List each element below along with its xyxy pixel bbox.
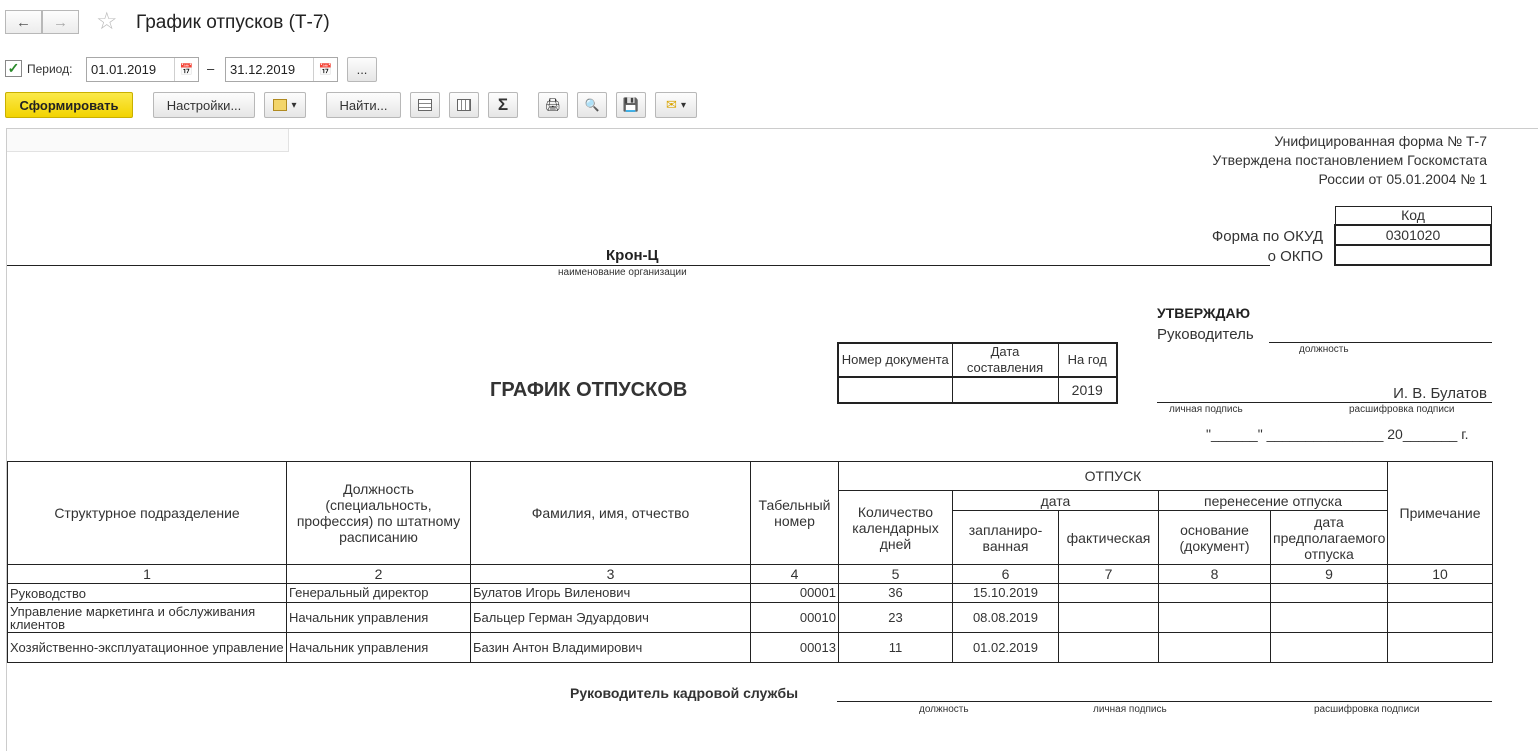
period-dash: – [207, 61, 215, 76]
header-vacation: ОТПУСК [839, 462, 1388, 491]
cell-name: Булатов Игорь Виленович [471, 584, 751, 603]
codes-table [1334, 206, 1492, 266]
cell-planned: 01.02.2019 [953, 633, 1059, 663]
cell-assumed [1271, 603, 1388, 633]
hr-position-caption: должность [919, 704, 969, 715]
okud-value: 0301020 [1335, 225, 1491, 245]
hr-head-label: Руководитель кадровой службы [570, 685, 799, 701]
cell-planned: 15.10.2019 [953, 584, 1059, 603]
selected-cell[interactable] [7, 129, 289, 152]
col-number: 4 [751, 565, 839, 584]
print-preview-button[interactable] [577, 92, 607, 118]
cell-position: Начальник управления [287, 603, 471, 633]
header-division: Структурное подразделение [8, 462, 287, 565]
check-icon: ✓ [7, 60, 20, 76]
generate-button[interactable]: Сформировать [5, 92, 133, 118]
cell-assumed [1271, 633, 1388, 663]
col-number: 2 [287, 565, 471, 584]
send-mail-dropdown-button[interactable] [655, 92, 697, 118]
day-blank: ______ [1210, 426, 1258, 442]
folder-icon [273, 99, 287, 111]
save-button[interactable] [616, 92, 646, 118]
header-position: Должность (специальность, профессия) по штатному расписанию [287, 462, 471, 565]
approve-sign-line [1157, 402, 1492, 403]
window-title: График отпусков (Т-7) [136, 12, 330, 33]
form-line-2: Утверждена постановлением Госкомстата [1212, 152, 1487, 168]
approve-head-label: Руководитель [1157, 326, 1254, 343]
save-icon: 💾 [622, 97, 640, 112]
cell-division: Руководство [8, 584, 287, 603]
date-from-field[interactable] [86, 57, 199, 82]
forward-button[interactable] [42, 10, 79, 34]
doc-title: ГРАФИК ОТПУСКОВ [490, 379, 688, 401]
doc-date-header: Дата составления [952, 343, 1058, 377]
col-number: 9 [1271, 565, 1388, 584]
okpo-label: о ОКПО [1267, 248, 1323, 265]
hr-decode-caption: расшифровка подписи [1314, 704, 1420, 715]
period-checkbox[interactable] [5, 60, 22, 77]
hr-sign-caption: личная подпись [1093, 704, 1167, 715]
doc-info-table [837, 342, 1118, 404]
favorite-star-icon[interactable]: ☆ [96, 8, 118, 35]
forward-arrow-icon: → [53, 13, 68, 31]
report-spreadsheet[interactable] [6, 128, 1538, 751]
form-line-1: Унифицированная форма № Т-7 [1274, 133, 1487, 149]
header-assumed-date: дата предполагаемого отпуска [1271, 511, 1388, 565]
date-quote-close: " [1257, 426, 1263, 442]
collapse-groups-icon [457, 99, 471, 111]
okpo-value [1335, 245, 1491, 265]
table-row[interactable] [8, 603, 1493, 633]
cell-basis [1159, 603, 1271, 633]
date-to-field[interactable] [225, 57, 338, 82]
approve-position-caption: должность [1299, 344, 1349, 355]
calendar-icon[interactable]: 📅 [174, 58, 198, 81]
settings-button[interactable]: Настройки... [153, 92, 255, 118]
header-date: дата [953, 491, 1159, 511]
col-number: 10 [1388, 565, 1493, 584]
header-planned: запланиро-ванная [953, 511, 1059, 565]
collapse-groups-button[interactable] [449, 92, 479, 118]
cell-position: Начальник управления [287, 633, 471, 663]
date-to-value: 31.12.2019 [230, 62, 296, 77]
header-actual: фактическая [1059, 511, 1159, 565]
month-blank: _______________ [1266, 426, 1384, 442]
variant-dropdown-button[interactable] [264, 92, 306, 118]
cell-position: Генеральный директор [287, 584, 471, 603]
cell-basis [1159, 633, 1271, 663]
table-row[interactable] [8, 584, 1493, 603]
col-number: 7 [1059, 565, 1159, 584]
approve-date [1206, 426, 1469, 442]
cell-actual [1059, 633, 1159, 663]
cell-days: 23 [839, 603, 953, 633]
header-name: Фамилия, имя, отчество [471, 462, 751, 565]
form-line-3: России от 05.01.2004 № 1 [1318, 171, 1487, 187]
cell-actual [1059, 584, 1159, 603]
cell-actual [1059, 603, 1159, 633]
header-tab-number: Табельный номер [751, 462, 839, 565]
org-underline [7, 265, 1270, 266]
date-from-value: 01.01.2019 [91, 62, 157, 77]
cell-basis [1159, 584, 1271, 603]
col-number: 3 [471, 565, 751, 584]
cell-assumed [1271, 584, 1388, 603]
col-number: 1 [8, 565, 287, 584]
doc-year-value: 2019 [1058, 377, 1117, 403]
sum-icon: Σ [497, 95, 509, 114]
okud-label: Форма по ОКУД [1211, 228, 1323, 245]
cell-tab-number: 00001 [751, 584, 839, 603]
header-note: Примечание [1388, 462, 1493, 565]
dropdown-icon: ▾ [291, 99, 297, 111]
approve-title: УТВЕРЖДАЮ [1157, 305, 1251, 321]
cell-note [1388, 633, 1493, 663]
period-label: Период: [27, 62, 73, 76]
table-row[interactable] [8, 633, 1493, 663]
org-name: Крон-Ц [606, 247, 659, 264]
kod-header: Код [1335, 207, 1491, 225]
cell-days: 36 [839, 584, 953, 603]
header-days: Количество календарных дней [839, 491, 953, 565]
decode-caption: расшифровка подписи [1349, 404, 1455, 415]
cell-planned: 08.08.2019 [953, 603, 1059, 633]
col-number: 6 [953, 565, 1059, 584]
back-button[interactable] [5, 10, 42, 34]
col-number: 5 [839, 565, 953, 584]
print-button[interactable] [538, 92, 568, 118]
cell-tab-number: 00010 [751, 603, 839, 633]
hr-sign-line [837, 701, 1492, 702]
doc-date-value [952, 377, 1058, 403]
header-transfer: перенесение отпуска [1159, 491, 1388, 511]
col-number: 8 [1159, 565, 1271, 584]
cell-name: Бальцер Герман Эдуардович [471, 603, 751, 633]
doc-number-header: Номер документа [838, 343, 952, 377]
find-button[interactable]: Найти... [326, 92, 401, 118]
cell-division: Управление маркетинга и обслуживания клиентов [8, 603, 287, 633]
print-icon: 🖨 [544, 97, 562, 112]
cell-note [1388, 584, 1493, 603]
year-blank: 20_______ г. [1387, 426, 1469, 442]
calendar-icon[interactable]: 📅 [313, 58, 337, 81]
approve-signer: И. В. Булатов [1393, 385, 1487, 402]
header-basis: основание (документ) [1159, 511, 1271, 565]
mail-icon: ✉ [666, 97, 677, 112]
cell-note [1388, 603, 1493, 633]
cell-days: 11 [839, 633, 953, 663]
expand-groups-button[interactable] [410, 92, 440, 118]
preview-icon: 🔍 [584, 98, 600, 112]
sign-caption: личная подпись [1169, 404, 1243, 415]
cell-division: Хозяйственно-эксплуатационное управление [8, 633, 287, 663]
vacation-table [7, 461, 1493, 663]
dropdown-icon: ▾ [680, 99, 686, 111]
approve-position-line [1269, 342, 1492, 343]
doc-year-header: На год [1058, 343, 1117, 377]
period-select-button[interactable]: ... [347, 57, 377, 82]
date-quote-open: " [1206, 426, 1211, 442]
doc-number-value [838, 377, 952, 403]
expand-groups-icon [418, 99, 432, 111]
sum-button[interactable] [488, 92, 518, 118]
back-arrow-icon: ← [16, 13, 31, 31]
cell-name: Базин Антон Владимирович [471, 633, 751, 663]
cell-tab-number: 00013 [751, 633, 839, 663]
org-caption: наименование организации [558, 267, 687, 278]
